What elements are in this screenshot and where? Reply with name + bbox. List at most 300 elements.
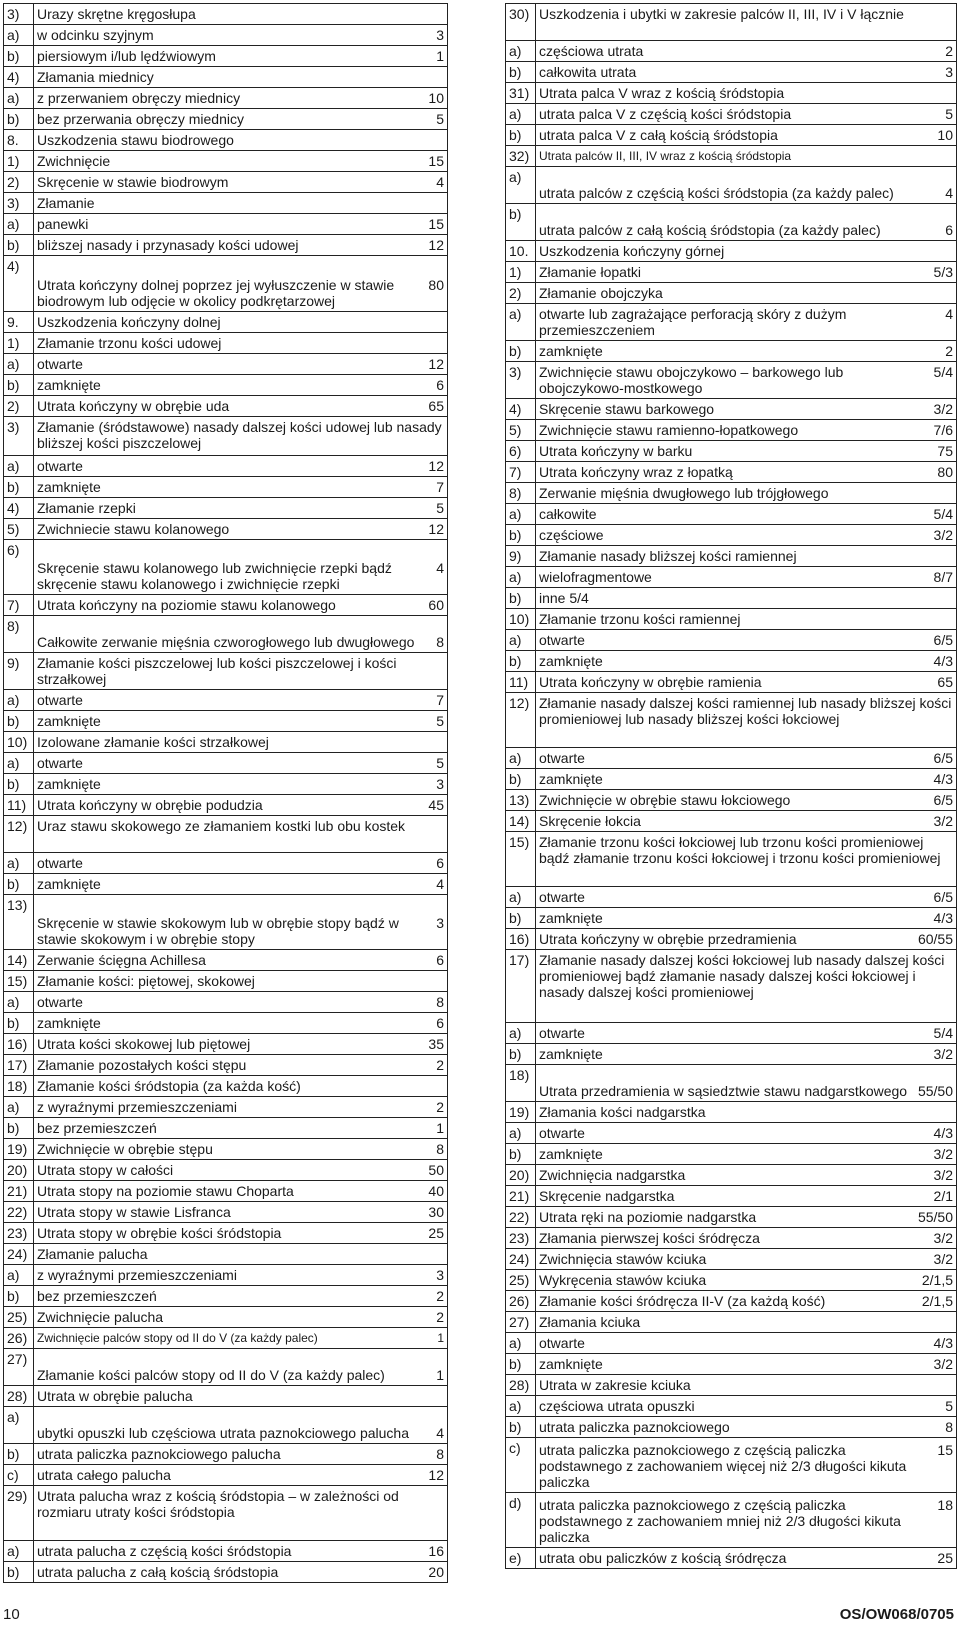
row-text: bez przemieszczeń (37, 1120, 157, 1136)
row-text: Złamanie nasady dalszej kości ramiennej lub nasady bliższej kości promieniowej lub nasady bliższej kości łokciowej (539, 695, 952, 727)
table-row (506, 41, 957, 62)
row-text: Złamanie pozostałych kości stępu (37, 1057, 247, 1073)
row-text: całkowita utrata (539, 64, 637, 80)
table-row (4, 375, 448, 396)
row-label: 2) (4, 172, 34, 193)
row-text: Złamanie łopatki (539, 264, 641, 280)
row-value: 8 (436, 994, 444, 1010)
table-row (506, 362, 957, 399)
row-text: Utrata przedramienia w sąsiedztwie stawu nadgarstkowego (539, 1083, 908, 1099)
row-value: 6 (436, 377, 444, 393)
row-cell (34, 109, 448, 130)
row-text: utrata paliczka paznokciowego (539, 1419, 730, 1435)
row-label: e) (506, 1548, 536, 1569)
row-value: 25 (428, 1225, 444, 1241)
row-label: a) (4, 690, 34, 711)
row-cell (536, 1144, 957, 1165)
row-label: 25) (4, 1307, 34, 1328)
row-text: otwarte (539, 1335, 585, 1351)
row-cell (536, 1354, 957, 1375)
left-column (3, 3, 448, 1583)
row-label: 9) (506, 546, 536, 567)
table-row (506, 1396, 957, 1417)
row-value: 4 (945, 185, 953, 201)
row-label: a) (4, 456, 34, 477)
table-row (4, 333, 448, 354)
row-value: 8 (436, 1141, 444, 1157)
row-cell (34, 1034, 448, 1055)
row-label: 8) (4, 616, 34, 653)
row-text: otwarte (539, 750, 585, 766)
table-row (506, 1417, 957, 1438)
table-row (506, 1333, 957, 1354)
row-value: 5/3 (933, 264, 953, 280)
row-cell (536, 1065, 957, 1102)
row-label: 7) (4, 595, 34, 616)
table-row (4, 456, 448, 477)
row-label: b) (4, 46, 34, 67)
row-value: 60 (428, 597, 444, 613)
table-row (506, 1207, 957, 1228)
row-text: utrata palucha z częścią kości śródstopia (37, 1543, 292, 1559)
row-label: c) (506, 1438, 536, 1493)
row-cell (34, 1444, 448, 1465)
row-cell (536, 241, 957, 262)
row-text: z przerwaniem obręczy miednicy (37, 90, 241, 106)
row-text: Złamanie (śródstawowe) nasady dalszej kości udowej lub nasady bliższej kości piszczelowej (37, 419, 442, 451)
row-cell (34, 193, 448, 214)
row-label: 15) (506, 832, 536, 887)
row-text: Utrata kończyny w barku (539, 443, 693, 459)
row-text: piersiowym i/lub lędźwiowym (37, 48, 216, 64)
row-text: zamknięte (539, 1146, 603, 1162)
row-text: Zwichnięcie palucha (37, 1309, 164, 1325)
row-text: utrata palca V z częścią kości śródstopia (539, 106, 792, 122)
row-text: otwarte (539, 889, 585, 905)
row-cell (536, 672, 957, 693)
row-text: Utrata stopy na poziomie stawu Choparta (37, 1183, 294, 1199)
row-cell (536, 525, 957, 546)
document-code: OS/OW068/0705 (839, 1606, 954, 1623)
table-row (506, 1270, 957, 1291)
row-cell (34, 1349, 448, 1386)
row-label: 20) (506, 1165, 536, 1186)
table-row (4, 874, 448, 895)
table-row (4, 992, 448, 1013)
row-label: 30) (506, 4, 536, 41)
row-text: z wyraźnymi przemieszczeniami (37, 1267, 237, 1283)
row-text: zamknięte (37, 713, 101, 729)
row-value: 60/55 (917, 931, 953, 947)
row-cell (536, 609, 957, 630)
row-text: Utrata kończyny w obrębie podudzia (37, 797, 263, 813)
row-text: Utrata palców II, III, IV wraz z kością śródstopia (539, 149, 792, 163)
row-value: 3/2 (933, 1167, 953, 1183)
row-label: a) (4, 88, 34, 109)
row-text: zamknięte (539, 910, 603, 926)
table-row (506, 950, 957, 1023)
table-row (4, 151, 448, 172)
table-row (506, 83, 957, 104)
table-row (4, 88, 448, 109)
row-label: a) (4, 1541, 34, 1562)
row-label: b) (506, 908, 536, 929)
table-row (506, 1354, 957, 1375)
table-row (4, 214, 448, 235)
row-text: Izolowane złamanie kości strzałkowej (37, 734, 269, 750)
row-text: całkowite (539, 506, 597, 522)
row-value: 80 (428, 277, 444, 293)
table-row (4, 753, 448, 774)
row-value: 7 (436, 479, 444, 495)
table-row (4, 1097, 448, 1118)
row-cell (536, 950, 957, 1023)
row-text: w odcinku szyjnym (37, 27, 154, 43)
row-text: Utrata kończyny wraz z łopatką (539, 464, 733, 480)
row-label: b) (506, 341, 536, 362)
row-label: b) (506, 651, 536, 672)
row-cell (536, 769, 957, 790)
table-row (506, 504, 957, 525)
row-value: 1 (436, 1367, 444, 1383)
row-value: 4 (436, 876, 444, 892)
left-table (3, 3, 448, 1583)
row-value: 55/50 (917, 1209, 953, 1225)
row-cell (536, 146, 957, 167)
table-row (506, 811, 957, 832)
row-cell (34, 1407, 448, 1444)
row-text: utrata paliczka paznokciowego palucha (37, 1446, 281, 1462)
row-text: zamknięte (539, 653, 603, 669)
row-value: 12 (428, 521, 444, 537)
row-label: 8) (506, 483, 536, 504)
row-label: 4) (4, 498, 34, 519)
row-label: b) (506, 125, 536, 146)
row-text: Złamanie nasady bliższej kości ramiennej (539, 548, 797, 564)
row-value: 12 (428, 237, 444, 253)
row-label: 6) (4, 540, 34, 595)
row-cell (34, 795, 448, 816)
row-text: otwarte (37, 692, 83, 708)
row-cell (536, 283, 957, 304)
row-value: 3/2 (933, 401, 953, 417)
row-label: a) (506, 1333, 536, 1354)
row-value: 3 (436, 1267, 444, 1283)
table-row (506, 399, 957, 420)
row-cell (34, 151, 448, 172)
row-text: Zwichnięcia stawów kciuka (539, 1251, 707, 1267)
row-label: a) (4, 853, 34, 874)
table-row (4, 1055, 448, 1076)
row-label: 23) (4, 1223, 34, 1244)
table-row (506, 630, 957, 651)
row-cell (536, 748, 957, 769)
row-text: otwarte lub zagrażające perforacją skóry z dużym przemieszczeniem (539, 306, 847, 338)
row-cell (536, 462, 957, 483)
row-text: zamknięte (539, 343, 603, 359)
row-cell (34, 753, 448, 774)
row-value: 7 (436, 692, 444, 708)
row-label: 22) (4, 1202, 34, 1223)
row-cell (536, 262, 957, 283)
row-text: Złamania pierwszej kości śródręcza (539, 1230, 760, 1246)
row-cell (34, 1013, 448, 1034)
row-label: 17) (4, 1055, 34, 1076)
table-row (506, 1102, 957, 1123)
row-cell (34, 456, 448, 477)
row-text: Utrata kości skokowej lub piętowej (37, 1036, 251, 1052)
table-row (506, 4, 957, 41)
row-cell (536, 651, 957, 672)
table-row (4, 1181, 448, 1202)
row-cell (34, 67, 448, 88)
table-row (4, 1202, 448, 1223)
row-label: 3) (506, 362, 536, 399)
row-text: bez przemieszczeń (37, 1288, 157, 1304)
row-cell (536, 1249, 957, 1270)
row-value: 3/2 (933, 527, 953, 543)
row-cell (34, 333, 448, 354)
row-cell (34, 1097, 448, 1118)
row-value: 2/1,5 (921, 1272, 953, 1288)
row-label: 16) (4, 1034, 34, 1055)
row-cell (34, 214, 448, 235)
table-row (506, 1044, 957, 1065)
row-text: Utrata stopy w całości (37, 1162, 174, 1178)
row-label: b) (4, 1562, 34, 1583)
table-row (4, 1139, 448, 1160)
table-row (4, 172, 448, 193)
row-value: 6/5 (933, 632, 953, 648)
row-text: Zwichnięcie (37, 153, 111, 169)
row-cell (34, 816, 448, 853)
row-text: Złamanie kości: piętowej, skokowej (37, 973, 255, 989)
row-label: 10) (506, 609, 536, 630)
row-label: a) (4, 1407, 34, 1444)
table-row (506, 420, 957, 441)
table-row (506, 1186, 957, 1207)
row-text: Złamanie nasady dalszej kości łokciowej lub nasady dalszej kości promieniowej bądź złamanie nasady dalszej kości łokciowej i nasady dalszej kości promieniowej (539, 952, 945, 1000)
row-text: Utrata kończyny na poziomie stawu kolanowego (37, 597, 336, 613)
table-row (4, 711, 448, 732)
row-cell (34, 690, 448, 711)
row-label: a) (506, 41, 536, 62)
row-cell (536, 1207, 957, 1228)
row-cell (536, 1333, 957, 1354)
row-cell (34, 1486, 448, 1541)
row-value: 30 (428, 1204, 444, 1220)
row-label: b) (4, 1286, 34, 1307)
row-cell (536, 1270, 957, 1291)
table-row (506, 262, 957, 283)
page-number: 10 (3, 1606, 20, 1623)
row-value: 4/3 (933, 771, 953, 787)
row-value: 5 (436, 500, 444, 516)
row-text: Skręcenie łokcia (539, 813, 641, 829)
row-text: Uszkodzenia kończyny górnej (539, 243, 725, 259)
row-text: otwarte (37, 855, 83, 871)
row-text: utrata całego palucha (37, 1467, 171, 1483)
row-text: otwarte (539, 632, 585, 648)
table-row (4, 67, 448, 88)
row-label: b) (4, 1118, 34, 1139)
row-label: a) (506, 748, 536, 769)
row-value: 4 (436, 560, 444, 576)
row-value: 4/3 (933, 1125, 953, 1141)
row-cell (536, 546, 957, 567)
row-cell (536, 4, 957, 41)
row-cell (34, 88, 448, 109)
row-text: Złamanie palucha (37, 1246, 148, 1262)
row-label: 27) (506, 1312, 536, 1333)
row-value: 5/4 (933, 1025, 953, 1041)
table-row (4, 1286, 448, 1307)
row-value: 4/3 (933, 910, 953, 926)
row-cell (34, 874, 448, 895)
row-text: Utrata w zakresie kciuka (539, 1377, 691, 1393)
row-value: 15 (428, 216, 444, 232)
row-text: Uszkodzenia kończyny dolnej (37, 314, 221, 330)
row-value: 15 (428, 153, 444, 169)
row-label: 24) (4, 1244, 34, 1265)
row-label: 14) (4, 950, 34, 971)
row-value: 16 (428, 1543, 444, 1559)
row-value: 35 (428, 1036, 444, 1052)
table-row (506, 62, 957, 83)
row-label: a) (506, 1023, 536, 1044)
row-label: b) (4, 1013, 34, 1034)
row-label: 29) (4, 1486, 34, 1541)
table-row (4, 256, 448, 312)
row-value: 6/5 (933, 792, 953, 808)
table-row (4, 312, 448, 333)
row-value: 8 (436, 634, 444, 650)
row-text: Zwichnięcie palców stopy od II do V (za każdy palec) (37, 1331, 318, 1345)
row-label: 11) (4, 795, 34, 816)
row-text: Urazy skrętne kręgosłupa (37, 6, 196, 22)
row-label: 9) (4, 653, 34, 690)
row-value: 6 (945, 222, 953, 238)
row-text: częściowe (539, 527, 604, 543)
row-cell (536, 1186, 957, 1207)
row-label: a) (4, 354, 34, 375)
row-text: Skręcenie stawu barkowego (539, 401, 715, 417)
row-cell (34, 1139, 448, 1160)
table-row (4, 109, 448, 130)
row-label: 15) (4, 971, 34, 992)
table-row (4, 1349, 448, 1386)
row-label: 13) (506, 790, 536, 811)
row-value: 3 (436, 27, 444, 43)
table-row (4, 354, 448, 375)
table-row (4, 1307, 448, 1328)
row-text: Wykręcenia stawów kciuka (539, 1272, 707, 1288)
row-text: z wyraźnymi przemieszczeniami (37, 1099, 237, 1115)
row-label: a) (4, 1097, 34, 1118)
row-label: b) (506, 1144, 536, 1165)
row-text: Zerwanie ścięgna Achillesa (37, 952, 206, 968)
row-cell (536, 1228, 957, 1249)
table-row (4, 690, 448, 711)
table-row (4, 971, 448, 992)
row-value: 2 (436, 1309, 444, 1325)
row-label: 27) (4, 1349, 34, 1386)
row-label: 18) (4, 1076, 34, 1097)
row-label: 26) (506, 1291, 536, 1312)
row-cell (536, 887, 957, 908)
row-text: otwarte (539, 1025, 585, 1041)
row-text: Złamanie kości śródstopia (za każda kość) (37, 1078, 301, 1094)
row-value: 25 (937, 1550, 953, 1566)
row-value: 80 (937, 464, 953, 480)
row-cell (536, 908, 957, 929)
row-value: 18 (937, 1497, 953, 1513)
row-label: 1) (4, 333, 34, 354)
row-label: b) (4, 109, 34, 130)
row-value: 4/3 (933, 1335, 953, 1351)
table-row (4, 1407, 448, 1444)
row-label: 31) (506, 83, 536, 104)
row-value: 2/1,5 (921, 1293, 953, 1309)
row-label: 19) (506, 1102, 536, 1123)
row-text: Złamanie trzonu kości udowej (37, 335, 222, 351)
table-row (506, 462, 957, 483)
row-value: 65 (937, 674, 953, 690)
row-cell (536, 441, 957, 462)
table-row (4, 1265, 448, 1286)
row-text: Utrata kończyny dolnej poprzez jej wyłuszczenie w stawie biodrowym lub odjęcie w okolicy podkrętarzowej (37, 277, 395, 309)
table-row (4, 477, 448, 498)
row-text: Utrata palca V wraz z kością śródstopia (539, 85, 785, 101)
row-text: Zwichniecie stawu kolanowego (37, 521, 230, 537)
row-cell (34, 853, 448, 874)
row-cell (536, 62, 957, 83)
table-row (506, 929, 957, 950)
row-label: b) (4, 477, 34, 498)
row-value: 50 (428, 1162, 444, 1178)
table-row (506, 204, 957, 241)
row-value: 8 (436, 1446, 444, 1462)
row-label: 3) (4, 417, 34, 456)
row-text: Utrata palucha wraz z kością śródstopia – w zależności od rozmiaru utraty kości śródstopia (37, 1488, 399, 1520)
row-cell (34, 256, 448, 312)
row-text: otwarte (539, 1125, 585, 1141)
table-row (506, 588, 957, 609)
table-row (506, 167, 957, 204)
row-value: 3 (436, 915, 444, 931)
row-cell (34, 595, 448, 616)
table-row (506, 341, 957, 362)
table-row (506, 1375, 957, 1396)
row-label: a) (506, 304, 536, 341)
row-text: częściowa utrata (539, 43, 644, 59)
row-value: 2 (945, 43, 953, 59)
table-row (506, 525, 957, 546)
table-row (506, 1123, 957, 1144)
row-label: b) (4, 375, 34, 396)
table-row (506, 1165, 957, 1186)
table-row (4, 732, 448, 753)
table-row (506, 1023, 957, 1044)
row-cell (536, 693, 957, 748)
row-value: 5/4 (933, 506, 953, 522)
row-text: Zwichnięcie w obrębie stawu łokciowego (539, 792, 791, 808)
row-label: 17) (506, 950, 536, 1023)
row-label: b) (4, 1444, 34, 1465)
row-value: 6 (436, 855, 444, 871)
row-cell (34, 130, 448, 151)
row-cell (34, 498, 448, 519)
